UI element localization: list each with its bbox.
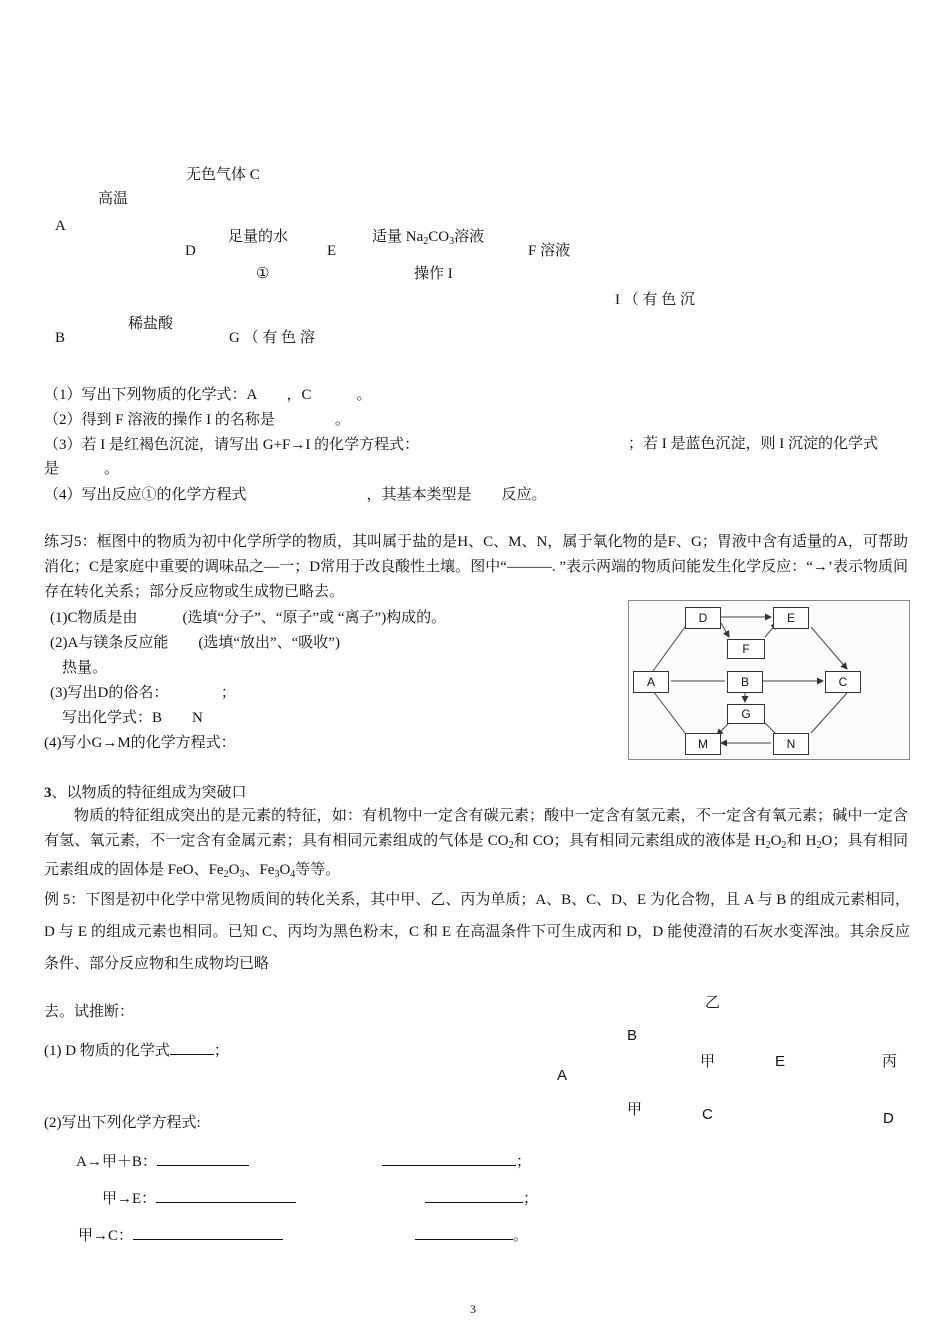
answer-blank[interactable] <box>156 1188 296 1203</box>
section-3-title: 3、以物质的特征组成为突破口 <box>44 785 247 801</box>
exercise-5-q3-cont: 写出化学式：B N <box>62 710 203 726</box>
answer-blank[interactable] <box>425 1188 523 1203</box>
label-gas-c: 无色气体 C <box>186 167 260 183</box>
label-reaction-1: ① <box>256 266 270 282</box>
label-d: D <box>883 1110 894 1127</box>
node-m: M <box>685 733 721 755</box>
equation-jia-to-c-conditions: 。 <box>415 1225 528 1245</box>
node-e: E <box>773 607 809 629</box>
label-bing: 丙 <box>882 1054 898 1070</box>
answer-blank[interactable] <box>382 1151 516 1166</box>
label-e: E <box>327 243 337 259</box>
label-a: A <box>55 218 66 234</box>
equation-jia-to-e-conditions: ； <box>425 1188 538 1208</box>
label-jia-top: 甲 <box>700 1054 716 1070</box>
answer-blank[interactable] <box>170 1040 214 1055</box>
exercise-5-figure <box>628 600 910 760</box>
answer-blank[interactable] <box>133 1225 283 1240</box>
example-5-tail: 去。试推断： <box>44 1004 135 1020</box>
equation-jia-to-c: 甲→C： <box>78 1225 283 1246</box>
label-hcl: 稀盐酸 <box>128 316 174 332</box>
example-5-q2: (2)写出下列化学方程式: <box>44 1115 201 1131</box>
exercise-5-q1: (1)C物质是由 (选填“分子”、“原子”或 “离子”)构成的。 <box>50 610 447 626</box>
exercise-5-q4: (4)写小G→M的化学方程式： <box>44 735 236 751</box>
exercise-5-intro: 练习5：框图中的物质为初中化学所学的物质，其叫属于盐的是H、C、M、N，属于氧化物的是F、G；胃液中含有适量的A，可帮助消化；C是家庭中重要的调味品之—一；D常用于改良酸性土壤。图中“———. ”表示两端的物质问能发生化学反应：“→’表示物质间存在转化关系；部分反应物或生成物已略去。 <box>44 534 908 600</box>
label-a: A <box>557 1067 568 1084</box>
label-water: 足量的水 <box>228 229 289 245</box>
node-g: G <box>727 704 765 724</box>
example-5-text: 例 5：下图是初中化学中常见物质间的转化关系，其中甲、乙、丙为单质；A、B、C、D、E 为化合物，且 A 与 B 的组成元素相同，D 与 E 的组成元素也相同。已知 C、丙均为黑色粉末，C 和 E 在高温条件下可生成丙和 D，D 能使澄清的石灰水变浑浊。其余反应条件、部分反应物和生成物均已略 <box>44 892 910 972</box>
label-jia-bottom: 甲 <box>627 1102 643 1118</box>
node-d: D <box>685 607 721 629</box>
question-3b: ；若 I 是蓝色沉淀，则 I 沉淀的化学式 <box>628 436 878 452</box>
exercise-5-q2: (2)A与镁条反应能 (选填“放出”、“吸收”) <box>50 635 340 651</box>
label-e: E <box>775 1053 786 1070</box>
label-na2co3: 适量 $Na_2CO_3$溶液 <box>372 229 485 247</box>
label-b: B <box>55 330 66 346</box>
question-4: （4）写出反应①的化学方程式 ，其基本类型是 反应。 <box>44 487 547 503</box>
label-f-solution: F 溶液 <box>528 243 571 259</box>
section-3-paragraph: 物质的特征组成突出的是元素的特征，如：有机物中一定含有碳元素；酸中一定含有氢元素，不一定含有氧元素；碱中一定含有氢、氧元素，不一定含有金属元素；具有相同元素组成的气体是 $CO_2$和 CO；具有相同元素组成的液体是 $H_2O_2$和 $H_2O$；具有相同元素组成的固体是 FeO、$Fe_2O_3$、$Fe_3O_4$等等。 <box>44 808 909 880</box>
question-1: （1）写出下列物质的化学式：A ，C 。 <box>44 387 372 403</box>
example-5-q1: (1) D 物质的化学式 ； <box>44 1040 229 1061</box>
node-c: C <box>825 671 861 693</box>
node-a: A <box>633 671 669 693</box>
label-high-temp: 高温 <box>98 191 129 207</box>
label-i-precipitate: I （ 有 色 沉 <box>615 292 695 308</box>
label-operation-i: 操作 I <box>414 266 453 282</box>
answer-blank[interactable] <box>415 1225 513 1240</box>
node-b: B <box>727 671 763 693</box>
label-g-solution: G （ 有 色 溶 <box>229 330 315 346</box>
exercise-5-q2-cont: 热量。 <box>62 660 108 676</box>
node-n: N <box>773 733 809 755</box>
question-2: （2）得到 F 溶液的操作 I 的名称是 。 <box>44 412 350 428</box>
figure-connectors <box>629 601 909 759</box>
equation-a-to-jia: A→甲＋B： <box>76 1151 249 1172</box>
exercise-5-q3: (3)写出D的俗名： ； <box>50 685 236 701</box>
equation-a-to-jia-conditions: ； <box>382 1151 531 1171</box>
label-d: D <box>185 243 196 259</box>
node-f: F <box>727 639 765 659</box>
page-number: 3 <box>470 1302 476 1316</box>
question-3a: （3）若 I 是红褐色沉淀，请写出 G+F→I 的化学方程式： <box>44 437 420 453</box>
question-3c: 是 。 <box>44 461 120 477</box>
label-c: C <box>702 1106 713 1123</box>
label-b: B <box>627 1027 638 1044</box>
label-yi: 乙 <box>705 995 721 1011</box>
answer-blank[interactable] <box>157 1151 249 1166</box>
equation-jia-to-e: 甲→E： <box>102 1188 296 1209</box>
